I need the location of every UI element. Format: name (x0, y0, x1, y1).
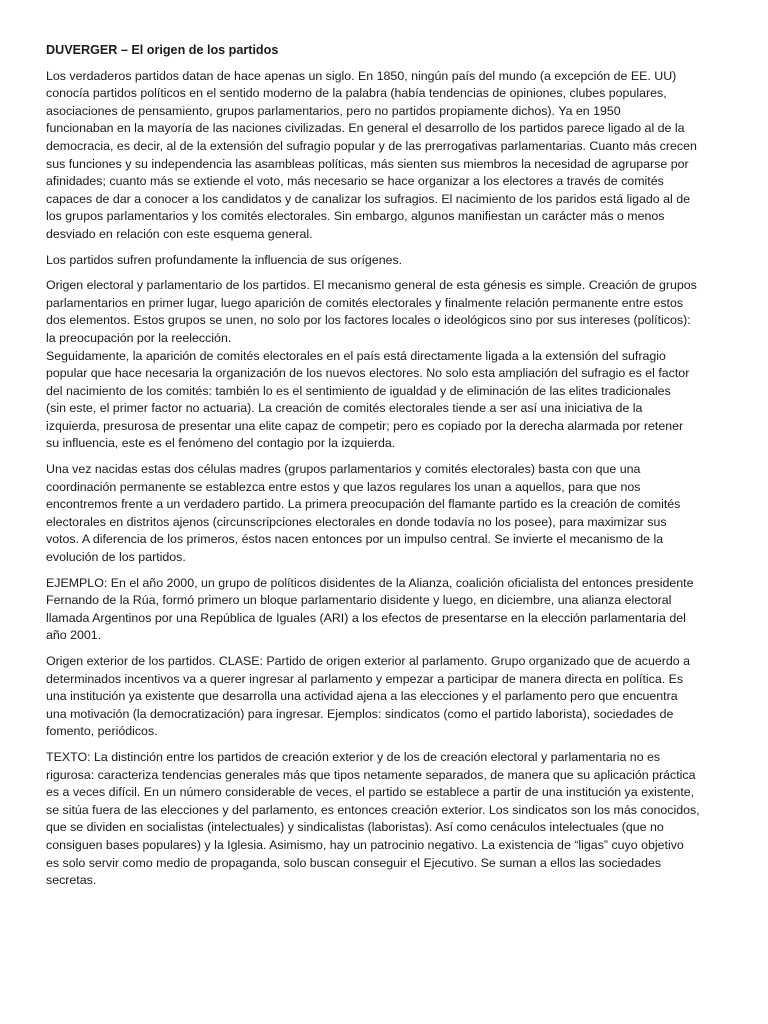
paragraph (46, 575, 722, 645)
text-line: sus funciones y su independencia las asambleas políticas, más sienten sus miembros la necesidad de agruparse por (46, 156, 689, 171)
text-line: TEXTO: La distinción entre los partidos de creación exterior y de los de creación electoral y parlamentaria no es (46, 749, 661, 764)
text-line: una motivación (la democratización) para ingresar. Ejemplos: sindicatos (como el partido laborista), sociedades de (46, 706, 674, 721)
text-line: llamada Argentinos por una República de Iguales (ARI) a los efectos de presentarse en la elección parlamentaria del (46, 610, 686, 625)
text-line: encontremos frente a un verdadero partido. La primera preocupación del flamante partido es la creación de comités (46, 497, 681, 512)
text-line: es solo servir como medio de propaganda, solo buscan conseguir el Ejecutivo. Se suman a ellos las sociedades (46, 855, 662, 870)
text-line: Fernando de la Rúa, formó primero un bloque parlamentario disidente y luego, en diciembre, una alianza electoral (46, 593, 672, 608)
text-line: se sitúa fuera de las elecciones y del parlamento, es entonces creación exterior. Los sindicatos son los más conocidos, (46, 802, 700, 817)
text-line: año 2001. (46, 628, 102, 643)
text-line: democracia, es decir, al de la extensión del sufragio popular y de las prerrogativas parlamentarias. Cuanto más crecen (46, 138, 697, 153)
text-line: fomento, periódicos. (46, 724, 158, 739)
text-line: afinidades; cuanto más se extiende el voto, más necesario se hace organizar a los electores a través de comités (46, 174, 664, 189)
paragraph (46, 749, 722, 890)
paragraph (46, 252, 722, 270)
text-line: asociaciones de pensamiento, grupos parlamentarios, pero no partidos propiamente dichos). Ya en 1950 (46, 103, 621, 118)
text-line: Una vez nacidas estas dos células madres (grupos parlamentarios y comités electorales) basta con que una (46, 462, 641, 477)
text-line: del nacimiento de los comités: también lo es el sentimiento de igualdad y de eliminación de las elites tradicionales (46, 383, 671, 398)
text-line: su influencia, este es el fenómeno del contagio por la izquierda. (46, 436, 396, 451)
text-line: la preocupación por la reelección. (46, 330, 232, 345)
text-line: los grupos parlamentarios y los comités electorales. Sin embargo, algunos manifiestan un carácter más o menos (46, 209, 665, 224)
text-line: determinados incentivos va a querer ingresar al parlamento y empezar a participar de manera directa en política. Es (46, 671, 684, 686)
text-line: electorales en distritos ajenos (circunscripciones electorales en donde todavía no los posee), para maximizar sus (46, 514, 667, 529)
text-line: Origen electoral y parlamentario de los partidos. El mecanismo general de esta génesis es simple. Creación de grupos (46, 278, 697, 293)
text-line: consiguen bases populares) y la Iglesia. Asimismo, hay un patrocinio negativo. La existencia de “ligas” cuyo objetivo (46, 837, 684, 852)
text-line: Seguidamente, la aparición de comités electorales en el país está directamente ligada a la extensión del sufragio (46, 348, 666, 363)
paragraph (46, 461, 722, 567)
text-line: EJEMPLO: En el año 2000, un grupo de políticos disidentes de la Alianza, coalición oficialista del entonces presidente (46, 575, 694, 590)
text-line: Los partidos sufren profundamente la influencia de sus orígenes. (46, 252, 403, 267)
text-line: desviado en relación con este esquema general. (46, 226, 313, 241)
text-line: votos. A diferencia de los primeros, éstos nacen entonces por un impulso central. Se invierte el mecanismo de la (46, 532, 664, 547)
text-line: evolución de los partidos. (46, 550, 186, 565)
text-line: popular que hace necesaria la organización de los nuevos electores. No solo esta ampliación del sufragio es el factor (46, 366, 690, 381)
text-line: parlamentarios en primer lugar, luego aparición de comités electorales y finalmente relación permanente entre estos (46, 295, 684, 310)
text-line: secretas. (46, 873, 97, 888)
text-line: funcionaban en la mayoría de las naciones civilizadas. En general el desarrollo de los partidos parece ligado al de la (46, 121, 685, 136)
text-line: coordinación permanente se establezca entre estos y que lazos regulares los unan a aquellos, para que nos (46, 479, 641, 494)
text-line: dos elementos. Estos grupos se unen, no solo por los factores locales o ideológicos sino por sus intereses (políticos): (46, 313, 691, 328)
text-line: Origen exterior de los partidos. CLASE: Partido de origen exterior al parlamento. Grupo organizado que de acuerdo a (46, 654, 690, 668)
text-line: rigurosa: caracteriza tendencias generales más que tipos netamente separados, de manera que su aplicación práctica (46, 767, 696, 782)
text-line: Los verdaderos partidos datan de hace apenas un siglo. En 1850, ningún país del mundo (a excepción de EE. UU) (46, 68, 677, 83)
document-page (46, 42, 722, 898)
text-line: (sin este, el primer factor no actuaria). La creación de comités electorales tiende a ser así una iniciativa de la (46, 401, 643, 416)
paragraph (46, 277, 722, 453)
text-line: conocía partidos políticos en el sentido moderno de la palabra (había tendencias de opiniones, clubes populares, (46, 86, 667, 101)
paragraph (46, 68, 722, 244)
text-line: es a veces difícil. En un número considerable de veces, el partido se establece a partir de una institución ya existente, (46, 785, 695, 800)
document-body (46, 68, 722, 890)
text-line: una institución ya existente que desarrolla una actividad ajena a las elecciones y el parlamento pero que encuentra (46, 689, 678, 704)
document-title: DUVERGER – El origen de los partidos (46, 43, 279, 57)
text-line: que se dividen en socialistas (intelectuales) y sindicalistas (laboristas). Así como cenáculos intelectuales (que no (46, 820, 664, 835)
text-line: capaces de dar a conocer a los candidatos y de canalizar los sufragios. El nacimiento de los paridos está ligado al de (46, 191, 691, 206)
paragraph (46, 653, 722, 741)
text-line: izquierda, presurosa de presentar una elite capaz de competir; pero es copiado por la derecha alarmada por retener (46, 418, 684, 433)
